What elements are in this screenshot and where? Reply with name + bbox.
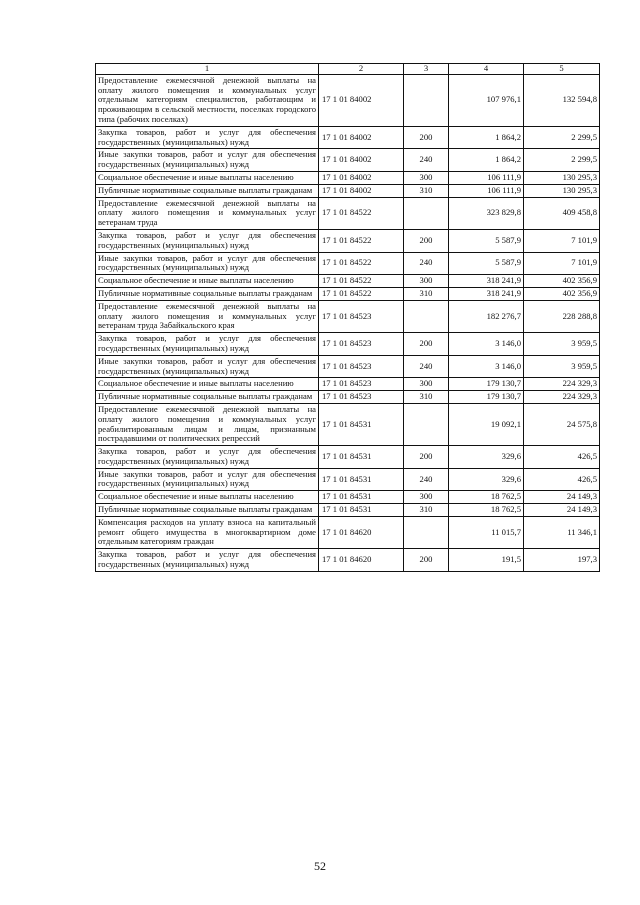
target-article-code-cell: 17 1 01 84531 — [319, 468, 404, 491]
header-cell-4: 4 — [449, 64, 524, 75]
expense-type-cell — [404, 516, 449, 548]
target-article-code-cell: 17 1 01 84522 — [319, 229, 404, 252]
row-name-cell: Закупка товаров, работ и услуг для обеспечения государственных (муниципальных) нужд — [96, 126, 319, 149]
row-name-cell: Предоставление ежемесячной денежной выплаты на оплату жилого помещения и коммунальных услуг реабилитированным лицам и лицам, признанным пострадавшими от политических репрессий — [96, 403, 319, 445]
expense-type-cell: 300 — [404, 171, 449, 184]
row-name-cell: Закупка товаров, работ и услуг для обеспечения государственных (муниципальных) нужд — [96, 549, 319, 572]
expense-type-cell — [404, 403, 449, 445]
target-article-code-cell: 17 1 01 84531 — [319, 446, 404, 469]
table-row — [96, 355, 600, 378]
amount-col4-cell: 3 146,0 — [449, 355, 524, 378]
amount-col4-cell: 19 092,1 — [449, 403, 524, 445]
table-row — [96, 446, 600, 469]
row-name-cell: Закупка товаров, работ и услуг для обеспечения государственных (муниципальных) нужд — [96, 333, 319, 356]
amount-col5-cell: 132 594,8 — [524, 74, 600, 126]
expense-type-cell — [404, 300, 449, 332]
amount-col4-cell: 179 130,7 — [449, 391, 524, 404]
target-article-code-cell: 17 1 01 84620 — [319, 549, 404, 572]
amount-col5-cell: 24 149,3 — [524, 491, 600, 504]
row-name-cell: Иные закупки товаров, работ и услуг для обеспечения государственных (муниципальных) нужд — [96, 355, 319, 378]
table-row — [96, 549, 600, 572]
header-cell-2: 2 — [319, 64, 404, 75]
amount-col4-cell: 329,6 — [449, 446, 524, 469]
expense-type-cell: 310 — [404, 391, 449, 404]
amount-col5-cell: 2 299,5 — [524, 149, 600, 172]
expense-type-cell: 240 — [404, 252, 449, 275]
amount-col5-cell: 409 458,8 — [524, 197, 600, 229]
table-row — [96, 197, 600, 229]
amount-col5-cell: 197,3 — [524, 549, 600, 572]
table-body — [96, 74, 600, 571]
amount-col5-cell: 24 149,3 — [524, 504, 600, 517]
expense-type-cell — [404, 74, 449, 126]
target-article-code-cell: 17 1 01 84522 — [319, 252, 404, 275]
target-article-code-cell: 17 1 01 84523 — [319, 355, 404, 378]
row-name-cell: Компенсация расходов на уплату взноса на капитальный ремонт общего имущества в многоквартирном доме отдельным категориям граждан — [96, 516, 319, 548]
table-row — [96, 126, 600, 149]
row-name-cell: Закупка товаров, работ и услуг для обеспечения государственных (муниципальных) нужд — [96, 229, 319, 252]
amount-col4-cell: 318 241,9 — [449, 275, 524, 288]
row-name-cell: Закупка товаров, работ и услуг для обеспечения государственных (муниципальных) нужд — [96, 446, 319, 469]
row-name-cell: Предоставление ежемесячной денежной выплаты на оплату жилого помещения и коммунальных услуг ветеранам труда — [96, 197, 319, 229]
amount-col5-cell: 3 959,5 — [524, 333, 600, 356]
target-article-code-cell: 17 1 01 84002 — [319, 126, 404, 149]
amount-col5-cell: 130 295,3 — [524, 184, 600, 197]
target-article-code-cell: 17 1 01 84002 — [319, 74, 404, 126]
row-name-cell: Социальное обеспечение и иные выплаты населению — [96, 378, 319, 391]
table-row — [96, 252, 600, 275]
expense-type-cell: 240 — [404, 149, 449, 172]
expense-type-cell: 310 — [404, 287, 449, 300]
target-article-code-cell: 17 1 01 84523 — [319, 391, 404, 404]
row-name-cell: Социальное обеспечение и иные выплаты населению — [96, 171, 319, 184]
amount-col4-cell: 106 111,9 — [449, 184, 524, 197]
table-row — [96, 287, 600, 300]
amount-col4-cell: 329,6 — [449, 468, 524, 491]
expense-type-cell: 310 — [404, 504, 449, 517]
table-row — [96, 300, 600, 332]
table-row — [96, 74, 600, 126]
expense-type-cell: 200 — [404, 549, 449, 572]
amount-col4-cell: 5 587,9 — [449, 229, 524, 252]
amount-col5-cell: 24 575,8 — [524, 403, 600, 445]
table-row — [96, 184, 600, 197]
amount-col5-cell: 426,5 — [524, 468, 600, 491]
header-cell-1: 1 — [96, 64, 319, 75]
table-row — [96, 275, 600, 288]
expense-type-cell: 240 — [404, 355, 449, 378]
target-article-code-cell: 17 1 01 84522 — [319, 197, 404, 229]
expense-type-cell: 200 — [404, 229, 449, 252]
target-article-code-cell: 17 1 01 84620 — [319, 516, 404, 548]
amount-col5-cell: 402 356,9 — [524, 287, 600, 300]
row-name-cell: Предоставление ежемесячной денежной выплаты на оплату жилого помещения и коммунальных услуг отдельным категориям специалистов, работающим и проживающим в сельской местности, поселках городского типа (рабочих поселках) — [96, 74, 319, 126]
table-row — [96, 516, 600, 548]
target-article-code-cell: 17 1 01 84523 — [319, 378, 404, 391]
expense-type-cell: 240 — [404, 468, 449, 491]
expense-type-cell: 200 — [404, 333, 449, 356]
table-row — [96, 491, 600, 504]
target-article-code-cell: 17 1 01 84002 — [319, 149, 404, 172]
target-article-code-cell: 17 1 01 84531 — [319, 504, 404, 517]
row-name-cell: Социальное обеспечение и иные выплаты населению — [96, 491, 319, 504]
row-name-cell: Иные закупки товаров, работ и услуг для обеспечения государственных (муниципальных) нужд — [96, 149, 319, 172]
budget-table — [95, 63, 600, 572]
expense-type-cell — [404, 197, 449, 229]
amount-col5-cell: 3 959,5 — [524, 355, 600, 378]
table-row — [96, 229, 600, 252]
amount-col5-cell: 402 356,9 — [524, 275, 600, 288]
target-article-code-cell: 17 1 01 84002 — [319, 171, 404, 184]
target-article-code-cell: 17 1 01 84522 — [319, 275, 404, 288]
target-article-code-cell: 17 1 01 84531 — [319, 403, 404, 445]
amount-col5-cell: 2 299,5 — [524, 126, 600, 149]
budget-table-container — [95, 63, 599, 572]
amount-col4-cell: 5 587,9 — [449, 252, 524, 275]
amount-col5-cell: 224 329,3 — [524, 391, 600, 404]
row-name-cell: Предоставление ежемесячной денежной выплаты на оплату жилого помещения и коммунальных услуг ветеранам труда Забайкальского края — [96, 300, 319, 332]
expense-type-cell: 300 — [404, 491, 449, 504]
amount-col4-cell: 106 111,9 — [449, 171, 524, 184]
row-name-cell: Иные закупки товаров, работ и услуг для обеспечения государственных (муниципальных) нужд — [96, 252, 319, 275]
target-article-code-cell: 17 1 01 84522 — [319, 287, 404, 300]
expense-type-cell: 300 — [404, 378, 449, 391]
amount-col4-cell: 18 762,5 — [449, 491, 524, 504]
amount-col4-cell: 323 829,8 — [449, 197, 524, 229]
amount-col4-cell: 11 015,7 — [449, 516, 524, 548]
amount-col4-cell: 3 146,0 — [449, 333, 524, 356]
target-article-code-cell: 17 1 01 84002 — [319, 184, 404, 197]
target-article-code-cell: 17 1 01 84523 — [319, 300, 404, 332]
table-row — [96, 149, 600, 172]
row-name-cell: Публичные нормативные социальные выплаты гражданам — [96, 391, 319, 404]
amount-col5-cell: 11 346,1 — [524, 516, 600, 548]
amount-col4-cell: 179 130,7 — [449, 378, 524, 391]
table-row — [96, 333, 600, 356]
amount-col4-cell: 1 864,2 — [449, 149, 524, 172]
amount-col4-cell: 1 864,2 — [449, 126, 524, 149]
table-row — [96, 468, 600, 491]
amount-col5-cell: 7 101,9 — [524, 252, 600, 275]
amount-col5-cell: 7 101,9 — [524, 229, 600, 252]
table-row — [96, 403, 600, 445]
amount-col5-cell: 224 329,3 — [524, 378, 600, 391]
row-name-cell: Социальное обеспечение и иные выплаты населению — [96, 275, 319, 288]
table-row — [96, 391, 600, 404]
header-row — [96, 64, 600, 75]
row-name-cell: Публичные нормативные социальные выплаты гражданам — [96, 287, 319, 300]
expense-type-cell: 300 — [404, 275, 449, 288]
amount-col4-cell: 182 276,7 — [449, 300, 524, 332]
table-row — [96, 171, 600, 184]
table-row — [96, 504, 600, 517]
row-name-cell: Иные закупки товаров, работ и услуг для обеспечения государственных (муниципальных) нужд — [96, 468, 319, 491]
expense-type-cell: 200 — [404, 126, 449, 149]
amount-col5-cell: 426,5 — [524, 446, 600, 469]
amount-col4-cell: 318 241,9 — [449, 287, 524, 300]
header-cell-5: 5 — [524, 64, 600, 75]
table-row — [96, 378, 600, 391]
row-name-cell: Публичные нормативные социальные выплаты гражданам — [96, 504, 319, 517]
amount-col4-cell: 18 762,5 — [449, 504, 524, 517]
amount-col5-cell: 228 288,8 — [524, 300, 600, 332]
row-name-cell: Публичные нормативные социальные выплаты гражданам — [96, 184, 319, 197]
target-article-code-cell: 17 1 01 84531 — [319, 491, 404, 504]
amount-col4-cell: 107 976,1 — [449, 74, 524, 126]
target-article-code-cell: 17 1 01 84523 — [319, 333, 404, 356]
amount-col5-cell: 130 295,3 — [524, 171, 600, 184]
page-number: 52 — [314, 859, 326, 873]
expense-type-cell: 200 — [404, 446, 449, 469]
header-cell-3: 3 — [404, 64, 449, 75]
amount-col4-cell: 191,5 — [449, 549, 524, 572]
expense-type-cell: 310 — [404, 184, 449, 197]
